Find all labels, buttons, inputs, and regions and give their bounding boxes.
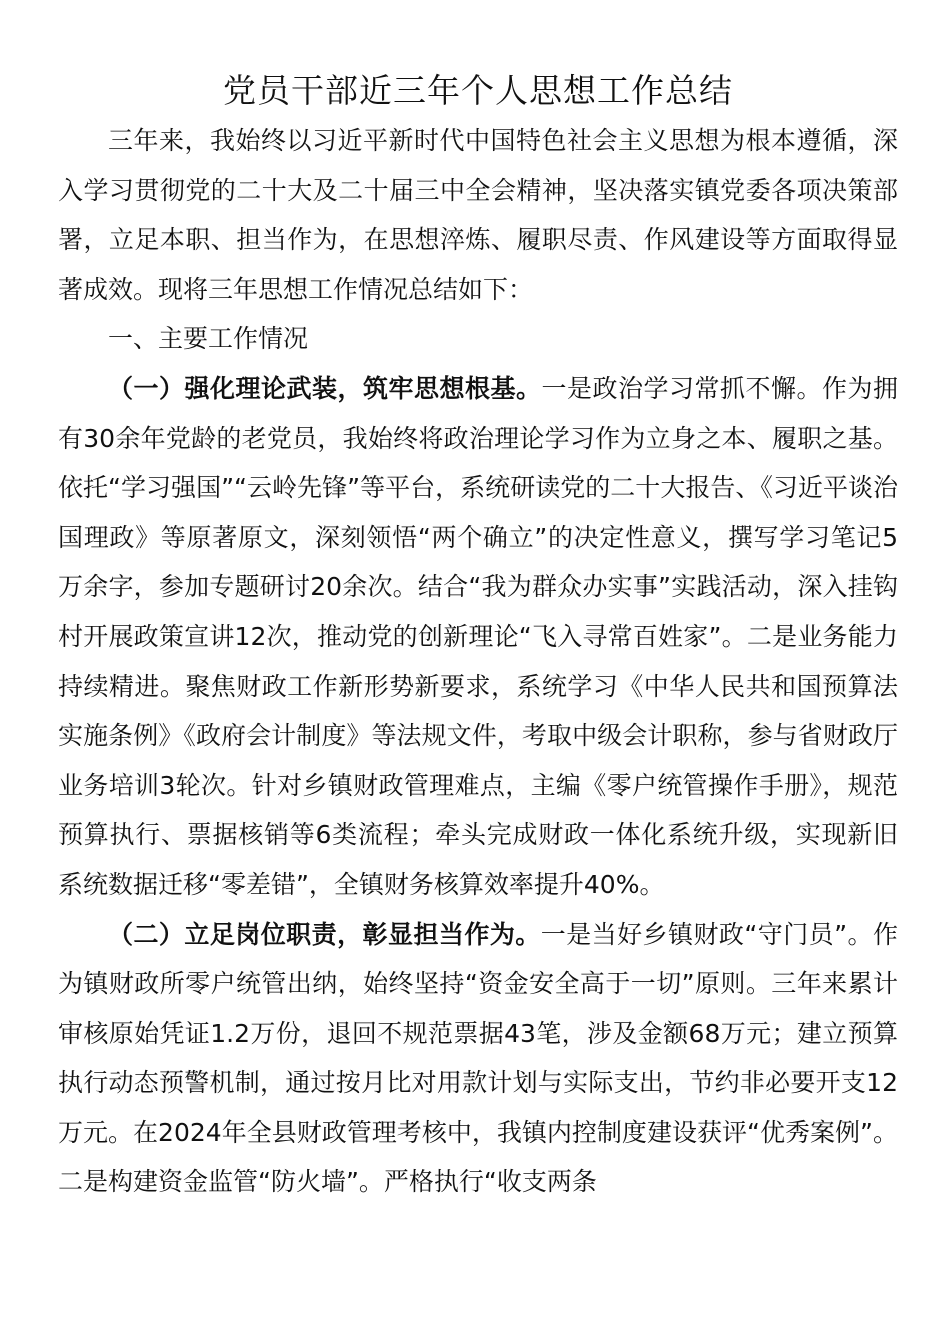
item-two-body: 一是当好乡镇财政“守门员”。作为镇财政所零户统管出纳，始终坚持“资金安全高于一切”原则。三年来累计审核原始凭证1.2万份，退回不规范票据43笔，涉及金额68万元；建立预算执行动态预警机制，通过按月比对用款计划与实际支出，节约非必要开支12万元。在2024年全县财政管理考核中，我镇内控制度建设获评“优秀案例”。二是构建资金监管“防火墙”。严格执行“收支两条 <box>58 919 898 1197</box>
document-title: 党员干部近三年个人思想工作总结 <box>223 71 733 110</box>
item-two-paragraph <box>58 910 898 1208</box>
section-one-heading: 一、主要工作情况 <box>108 324 309 354</box>
intro-paragraph: 三年来，我始终以习近平新时代中国特色社会主义思想为根本遵循，深入学习贯彻党的二十大及二十届三中全会精神，坚决落实镇党委各项决策部署，立足本职、担当作为，在思想淬炼、履职尽责、作风建设等方面取得显著成效。现将三年思想工作情况总结如下： <box>58 126 898 304</box>
item-one-paragraph <box>58 364 898 910</box>
item-one-lead: （一）强化理论武装，筑牢思想根基。 <box>108 373 542 403</box>
document-page <box>58 66 898 1207</box>
item-one-body: 一是政治学习常抓不懈。作为拥有30余年党龄的老党员，我始终将政治理论学习作为立身之本、履职之基。依托“学习强国”“云岭先锋”等平台，系统研读党的二十大报告、《习近平谈治国理政》等原著原文，深刻领悟“两个确立”的决定性意义，撰写学习笔记5万余字，参加专题研讨20余次。结合“我为群众办实事”实践活动，深入挂钩村开展政策宣讲12次，推动党的创新理论“飞入寻常百姓家”。二是业务能力持续精进。聚焦财政工作新形势新要求，系统学习《中华人民共和国预算法实施条例》《政府会计制度》等法规文件，考取中级会计职称，参与省财政厅业务培训3轮次。针对乡镇财政管理难点，主编《零户统管操作手册》，规范预算执行、票据核销等6类流程；牵头完成财政一体化系统升级，实现新旧系统数据迁移“零差错”，全镇财务核算效率提升40%。 <box>58 373 898 899</box>
item-two-lead: （二）立足岗位职责，彰显担当作为。 <box>108 919 541 949</box>
